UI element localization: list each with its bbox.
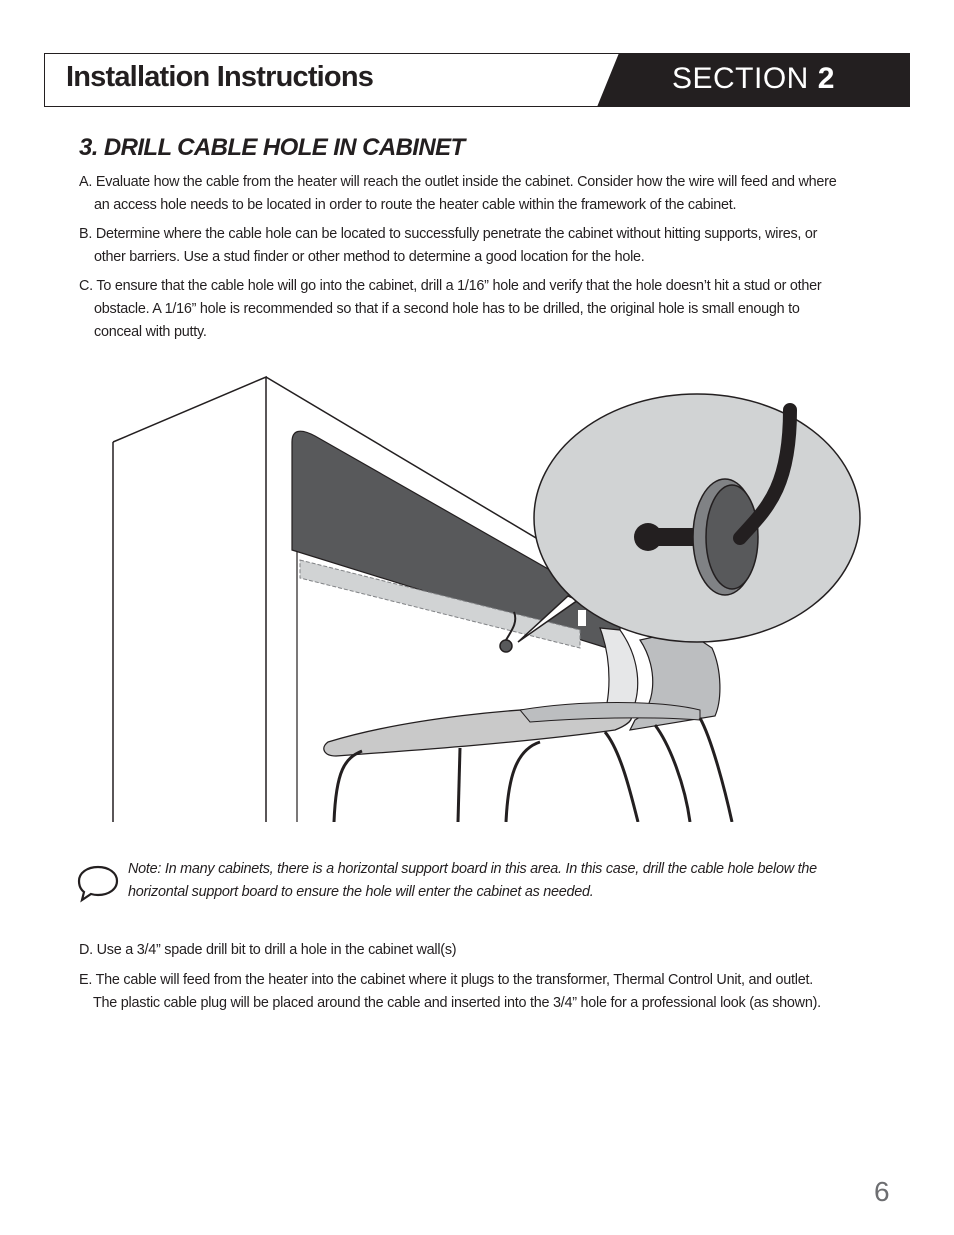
step-a-line1: A. Evaluate how the cable from the heater will reach the outlet inside the cabinet. Consider how the wire will feed and where bbox=[79, 174, 837, 190]
step-c bbox=[79, 275, 894, 344]
step-b bbox=[79, 223, 894, 269]
section-label bbox=[672, 62, 835, 96]
page-number: 6 bbox=[874, 1176, 890, 1207]
note-text bbox=[128, 858, 888, 904]
step-heading: 3. DRILL CABLE HOLE IN CABINET bbox=[79, 134, 465, 161]
section-word: SECTION bbox=[672, 62, 809, 95]
step-e bbox=[79, 969, 894, 1015]
note-line1: Note: In many cabinets, there is a horizontal support board in this area. In this case, drill the cable hole below the bbox=[128, 861, 817, 877]
step-e-line1: E. The cable will feed from the heater into the cabinet where it plugs to the transformer, Thermal Control Unit, and outlet. bbox=[79, 972, 813, 988]
step-c-line3: conceal with putty. bbox=[94, 324, 207, 340]
step-c-line2: obstacle. A 1/16” hole is recommended so that if a second hole has to be drilled, the original hole is small enough to bbox=[94, 301, 800, 317]
step-e-line2: The plastic cable plug will be placed around the cable and inserted into the 3/4” hole for a professional look (as shown). bbox=[93, 995, 821, 1011]
cabinet-illustration bbox=[100, 370, 870, 822]
note-line2: horizontal support board to ensure the hole will enter the cabinet as needed. bbox=[128, 884, 594, 900]
step-a bbox=[79, 171, 894, 217]
page-title: Installation Instructions bbox=[66, 61, 374, 93]
step-b-line1: B. Determine where the cable hole can be located to successfully penetrate the cabinet without hitting supports, wires, or bbox=[79, 226, 818, 242]
chair-group bbox=[324, 628, 732, 822]
page-header bbox=[44, 53, 910, 107]
speech-bubble-icon bbox=[76, 864, 120, 904]
section-number: 2 bbox=[817, 62, 835, 95]
step-d bbox=[79, 939, 894, 962]
step-b-line2: other barriers. Use a stud finder or other method to determine a good location for the hole. bbox=[94, 249, 645, 265]
step-d-line1: D. Use a 3/4” spade drill bit to drill a hole in the cabinet wall(s) bbox=[79, 942, 457, 958]
step-c-line1: C. To ensure that the cable hole will go into the cabinet, drill a 1/16” hole and verify that the hole doesn’t hit a stud or other bbox=[79, 278, 822, 294]
step-a-line2: an access hole needs to be located in order to route the heater cable within the framework of the cabinet. bbox=[94, 197, 737, 213]
